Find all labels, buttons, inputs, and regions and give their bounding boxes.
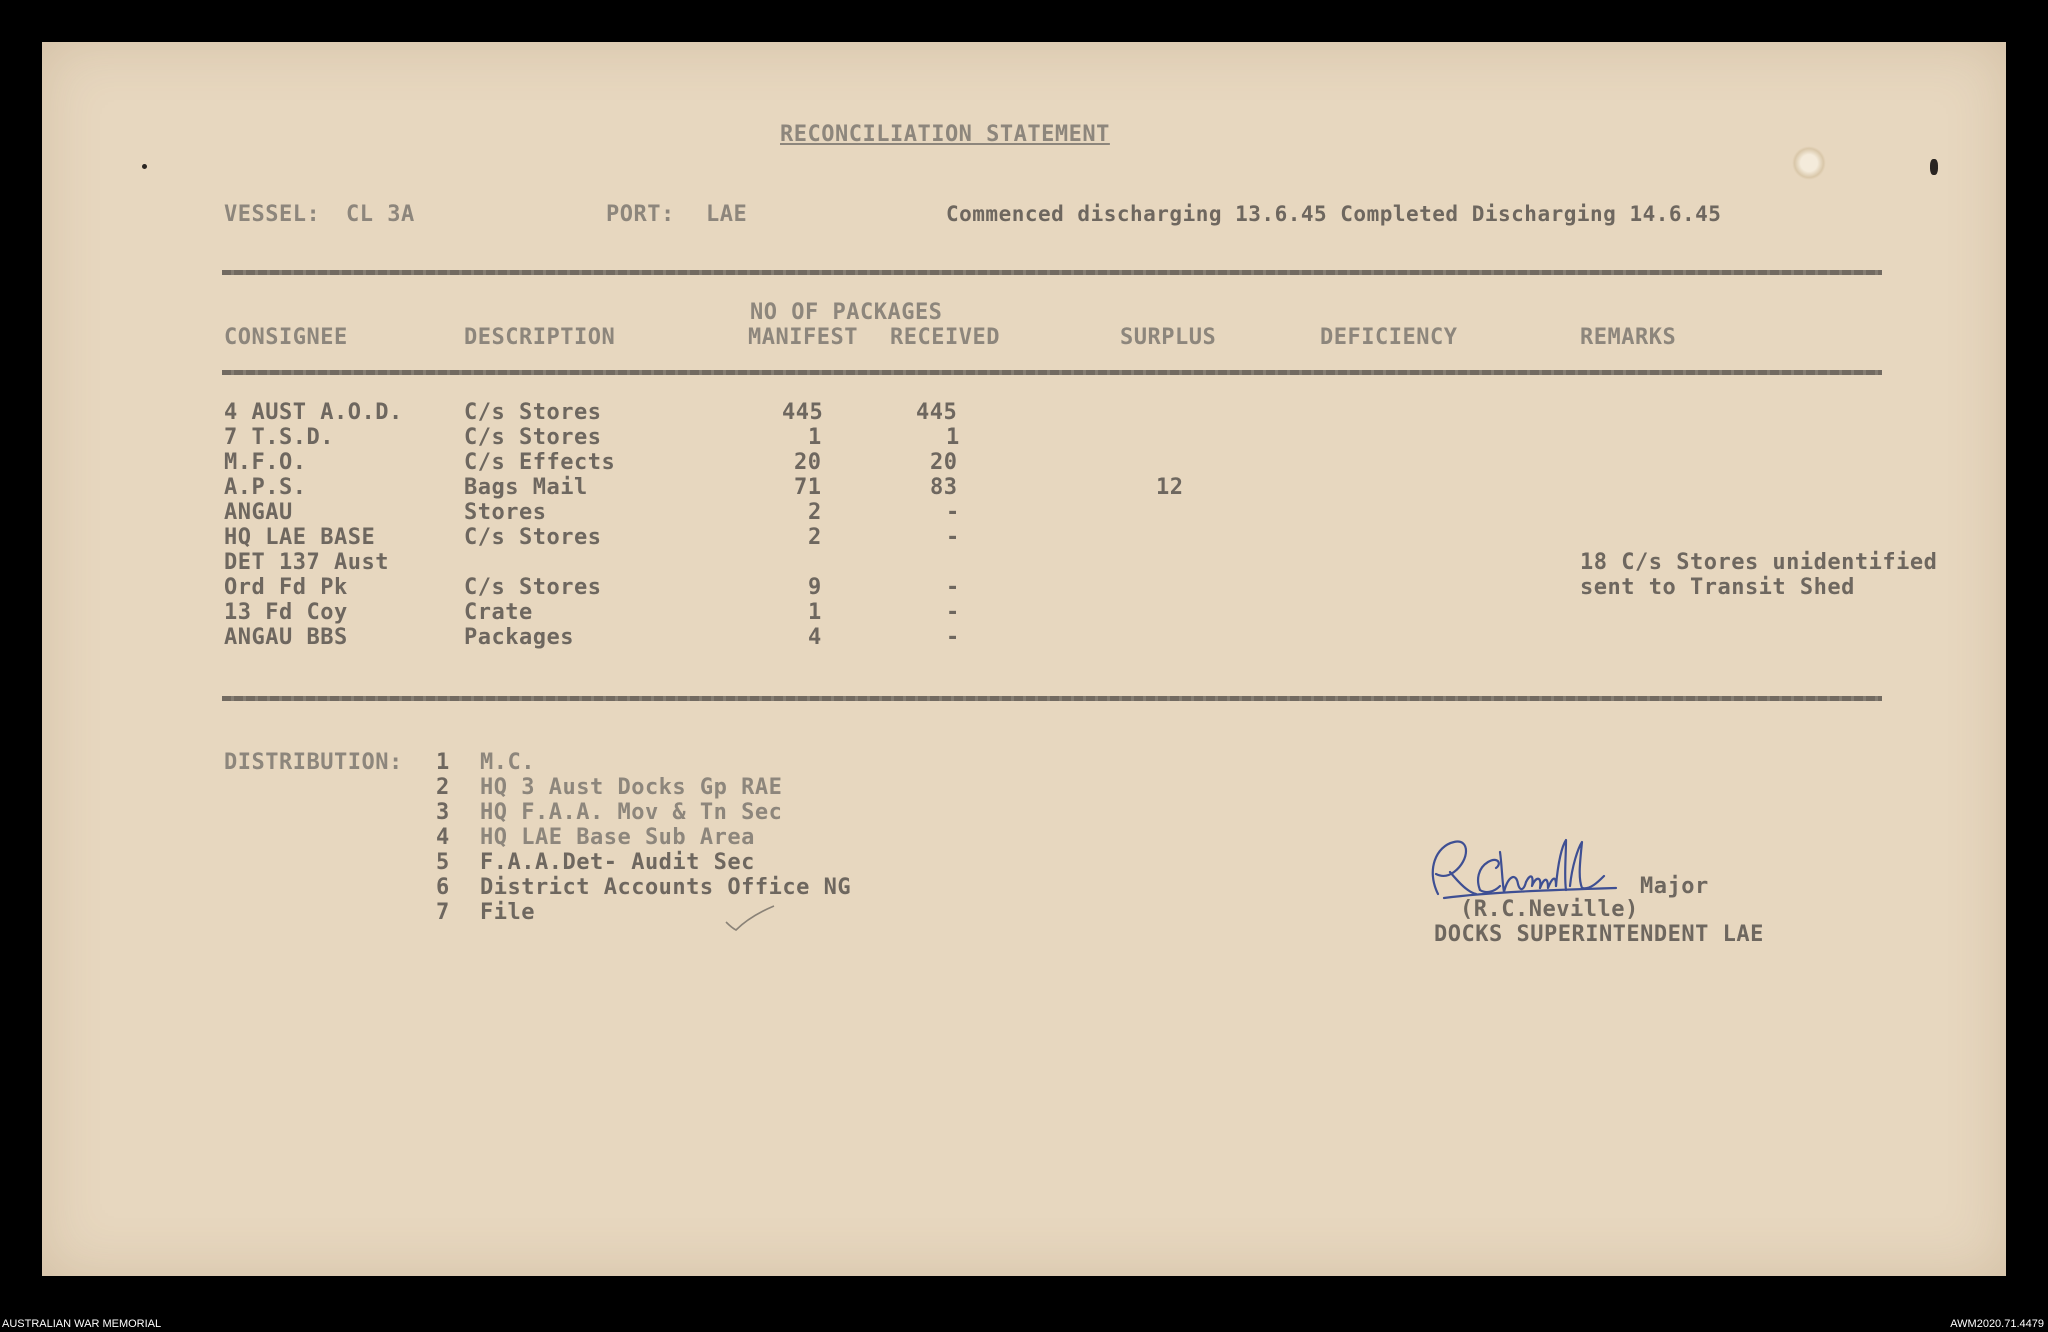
vessel-value: CL 3A [346, 202, 415, 227]
col-deficiency: DEFICIENCY [1320, 325, 1458, 350]
cell-description: C/s Effects [464, 450, 616, 475]
footer-right: AWM2020.71.4479 [1950, 1318, 2044, 1330]
col-surplus: SURPLUS [1120, 325, 1217, 350]
cell-received: - [946, 575, 960, 600]
signature-rank: Major [1640, 874, 1709, 899]
cell-consignee: M.F.O. [224, 450, 307, 475]
remarks-line-1: 18 C/s Stores unidentified [1580, 550, 1938, 575]
punch-tear-right [1792, 146, 1826, 180]
cell-manifest: 1 [808, 600, 822, 625]
punch-hole-left [142, 164, 147, 169]
discharge-dates: Commenced discharging 13.6.45 Completed Discharging 14.6.45 [946, 202, 1722, 226]
cell-consignee: ANGAU [224, 500, 293, 525]
distribution-num: 4 [436, 825, 450, 850]
cell-description: C/s Stores [464, 525, 602, 550]
distribution-num: 5 [436, 850, 450, 875]
cell-description: Stores [464, 500, 547, 525]
distribution-item: HQ LAE Base Sub Area [480, 825, 755, 850]
distribution-num: 6 [436, 875, 450, 900]
distribution-label: DISTRIBUTION: [224, 750, 403, 775]
col-consignee: CONSIGNEE [224, 325, 348, 350]
col-description: DESCRIPTION [464, 325, 616, 350]
cell-description: C/s Stores [464, 400, 602, 425]
col-received: RECEIVED [890, 325, 1000, 350]
cell-description: C/s Stores [464, 575, 602, 600]
cell-description: Packages [464, 625, 574, 650]
tick-mark [724, 904, 776, 932]
vessel-label: VESSEL: [224, 202, 321, 227]
distribution-item: District Accounts Office NG [480, 875, 852, 900]
rule-top [222, 270, 1882, 275]
distribution-item: File [480, 900, 535, 925]
document-title: RECONCILIATION STATEMENT [780, 122, 1110, 147]
signature-name: (R.C.Neville) [1460, 897, 1639, 922]
cell-received: 1 [946, 425, 960, 450]
cell-description: Bags Mail [464, 475, 588, 500]
cell-consignee: Ord Fd Pk [224, 575, 348, 600]
port-label: PORT: [606, 202, 675, 227]
distribution-item: HQ F.A.A. Mov & Tn Sec [480, 800, 783, 825]
footer-left: AUSTRALIAN WAR MEMORIAL [2, 1318, 162, 1330]
cell-manifest: 1 [808, 425, 822, 450]
cell-received: - [946, 600, 960, 625]
cell-manifest: 445 [782, 400, 824, 425]
cell-consignee: DET 137 Aust [224, 550, 389, 575]
cell-manifest: 20 [794, 450, 822, 475]
distribution-item: F.A.A.Det- Audit Sec [480, 850, 755, 875]
cell-received: - [946, 525, 960, 550]
packages-heading: NO OF PACKAGES [750, 300, 943, 325]
cell-received: 83 [930, 475, 958, 500]
distribution-num: 7 [436, 900, 450, 925]
distribution-item: HQ 3 Aust Docks Gp RAE [480, 775, 783, 800]
cell-manifest: 2 [808, 525, 822, 550]
distribution-num: 1 [436, 750, 450, 775]
cell-consignee: 13 Fd Coy [224, 600, 348, 625]
col-remarks: REMARKS [1580, 325, 1677, 350]
cell-manifest: 2 [808, 500, 822, 525]
cell-consignee: 4 AUST A.O.D. [224, 400, 403, 425]
cell-consignee: A.P.S. [224, 475, 307, 500]
port-value: LAE [706, 202, 748, 227]
cell-manifest: 9 [808, 575, 822, 600]
distribution-num: 2 [436, 775, 450, 800]
cell-manifest: 4 [808, 625, 822, 650]
distribution-num: 3 [436, 800, 450, 825]
cell-description: C/s Stores [464, 425, 602, 450]
cell-description: Crate [464, 600, 533, 625]
signature-title: DOCKS SUPERINTENDENT LAE [1434, 922, 1764, 947]
distribution-item: M.C. [480, 750, 535, 775]
punch-hole-right [1930, 159, 1938, 175]
cell-consignee: ANGAU BBS [224, 625, 348, 650]
cell-consignee: HQ LAE BASE [224, 525, 376, 550]
cell-received: - [946, 500, 960, 525]
col-manifest: MANIFEST [748, 325, 858, 350]
cell-received: 445 [916, 400, 958, 425]
cell-surplus: 12 [1156, 475, 1184, 500]
document-page [42, 42, 2006, 1276]
cell-received: - [946, 625, 960, 650]
cell-received: 20 [930, 450, 958, 475]
rule-header [222, 370, 1882, 375]
rule-bottom [222, 696, 1882, 701]
remarks-line-2: sent to Transit Shed [1580, 575, 1855, 600]
cell-consignee: 7 T.S.D. [224, 425, 334, 450]
cell-manifest: 71 [794, 475, 822, 500]
